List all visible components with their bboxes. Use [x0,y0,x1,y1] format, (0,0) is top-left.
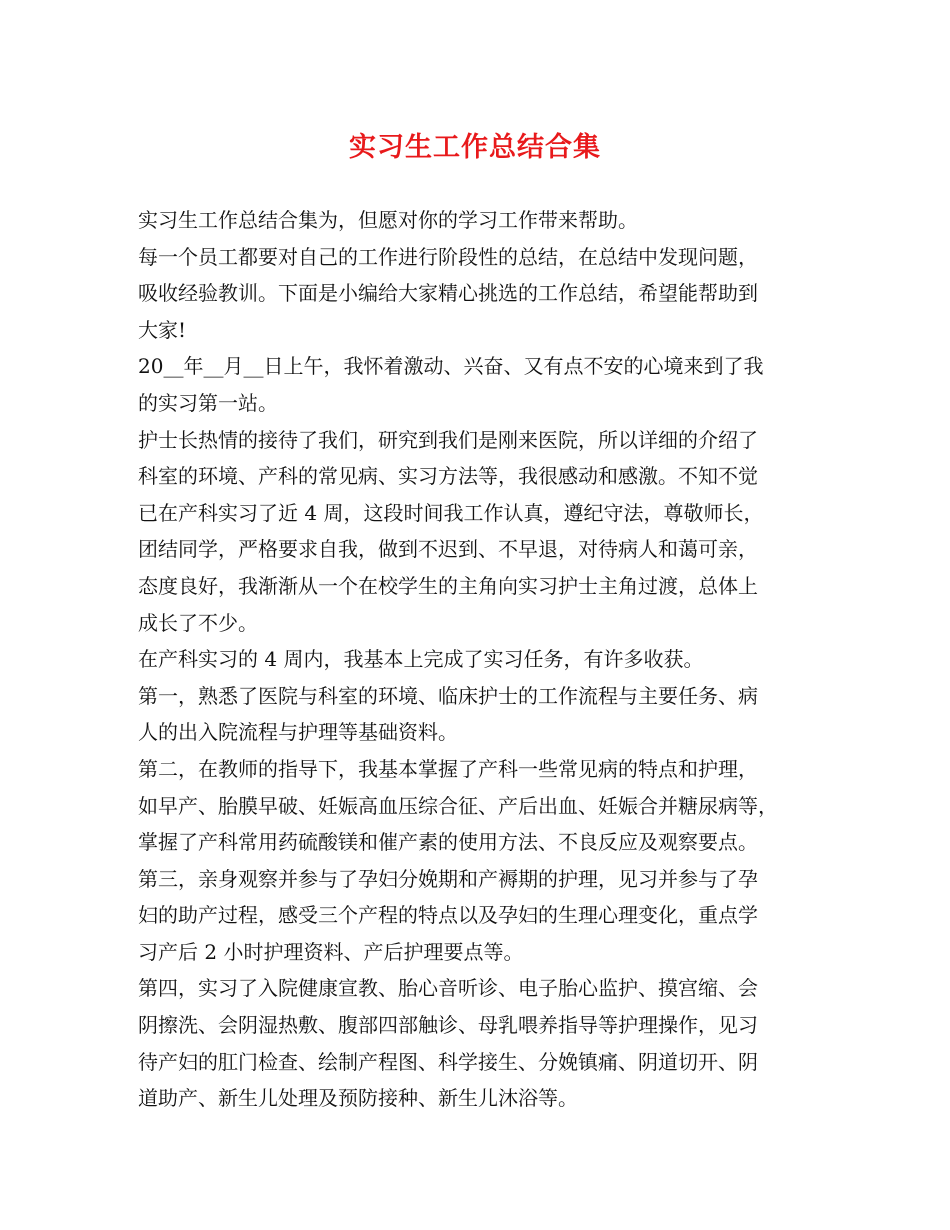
document-body [138,202,828,1117]
text-line: 阴擦洗、会阴湿热敷、腹部四部触诊、母乳喂养指导等护理操作，见习 [138,1013,758,1038]
text-line: 吸收经验教训。下面是小编给大家精心挑选的工作总结，希望能帮助到 [138,281,758,306]
text-line: 第四，实习了入院健康宣教、胎心音听诊、电子胎心监护、摸宫缩、会 [138,976,758,1001]
text-line: 护士长热情的接待了我们，研究到我们是刚来医院，所以详细的介绍了 [138,427,758,452]
text-line: 20__年__月__日上午，我怀着激动、兴奋、又有点不安的心境来到了我 [138,354,764,379]
text-line: 实习生工作总结合集为，但愿对你的学习工作带来帮助。 [138,208,638,232]
text-line: 态度良好，我渐渐从一个在校学生的主角向实习护士主角过渡，总体上 [138,573,758,598]
text-line: 人的出入院流程与护理等基础资料。 [138,720,458,745]
text-line: 待产妇的肛门检查、绘制产程图、科学接生、分娩镇痛、阴道切开、阴 [138,1049,758,1074]
text-line: 第三，亲身观察并参与了孕妇分娩期和产褥期的护理，见习并参与了孕 [138,866,758,891]
text-line: 的实习第一站。 [138,390,278,415]
text-line: 大家! [138,317,187,342]
text-line: 掌握了产科常用药硫酸镁和催产素的使用方法、不良反应及观察要点。 [138,830,758,855]
text-line: 道助产、新生儿处理及预防接种、新生儿沐浴等。 [138,1086,578,1111]
text-line: 团结同学，严格要求自我，做到不迟到、不早退，对待病人和蔼可亲， [138,537,758,562]
text-line: 如早产、胎膜早破、妊娠高血压综合征、产后出血、妊娠合并糖尿病等， [138,793,778,818]
text-line: 妇的助产过程，感受三个产程的特点以及孕妇的生理心理变化，重点学 [138,903,758,928]
text-line: 成长了不少。 [138,610,258,635]
text-line: 习产后 2 小时护理资料、产后护理要点等。 [138,939,524,964]
document-title: 实习生工作总结合集 [349,132,601,163]
text-line: 科室的环境、产科的常见病、实习方法等，我很感动和感激。不知不觉 [138,464,758,489]
text-line: 在产科实习的 4 周内，我基本上完成了实习任务，有许多收获。 [138,647,704,672]
text-line: 已在产科实习了近 4 周，这段时间我工作认真，遵纪守法，尊敬师长， [138,500,764,525]
text-line: 第二，在教师的指导下，我基本掌握了产科一些常见病的特点和护理， [138,756,758,781]
text-line: 第一，熟悉了医院与科室的环境、临床护士的工作流程与主要任务、病 [138,683,758,708]
text-line: 每一个员工都要对自己的工作进行阶段性的总结，在总结中发现问题， [138,244,758,269]
